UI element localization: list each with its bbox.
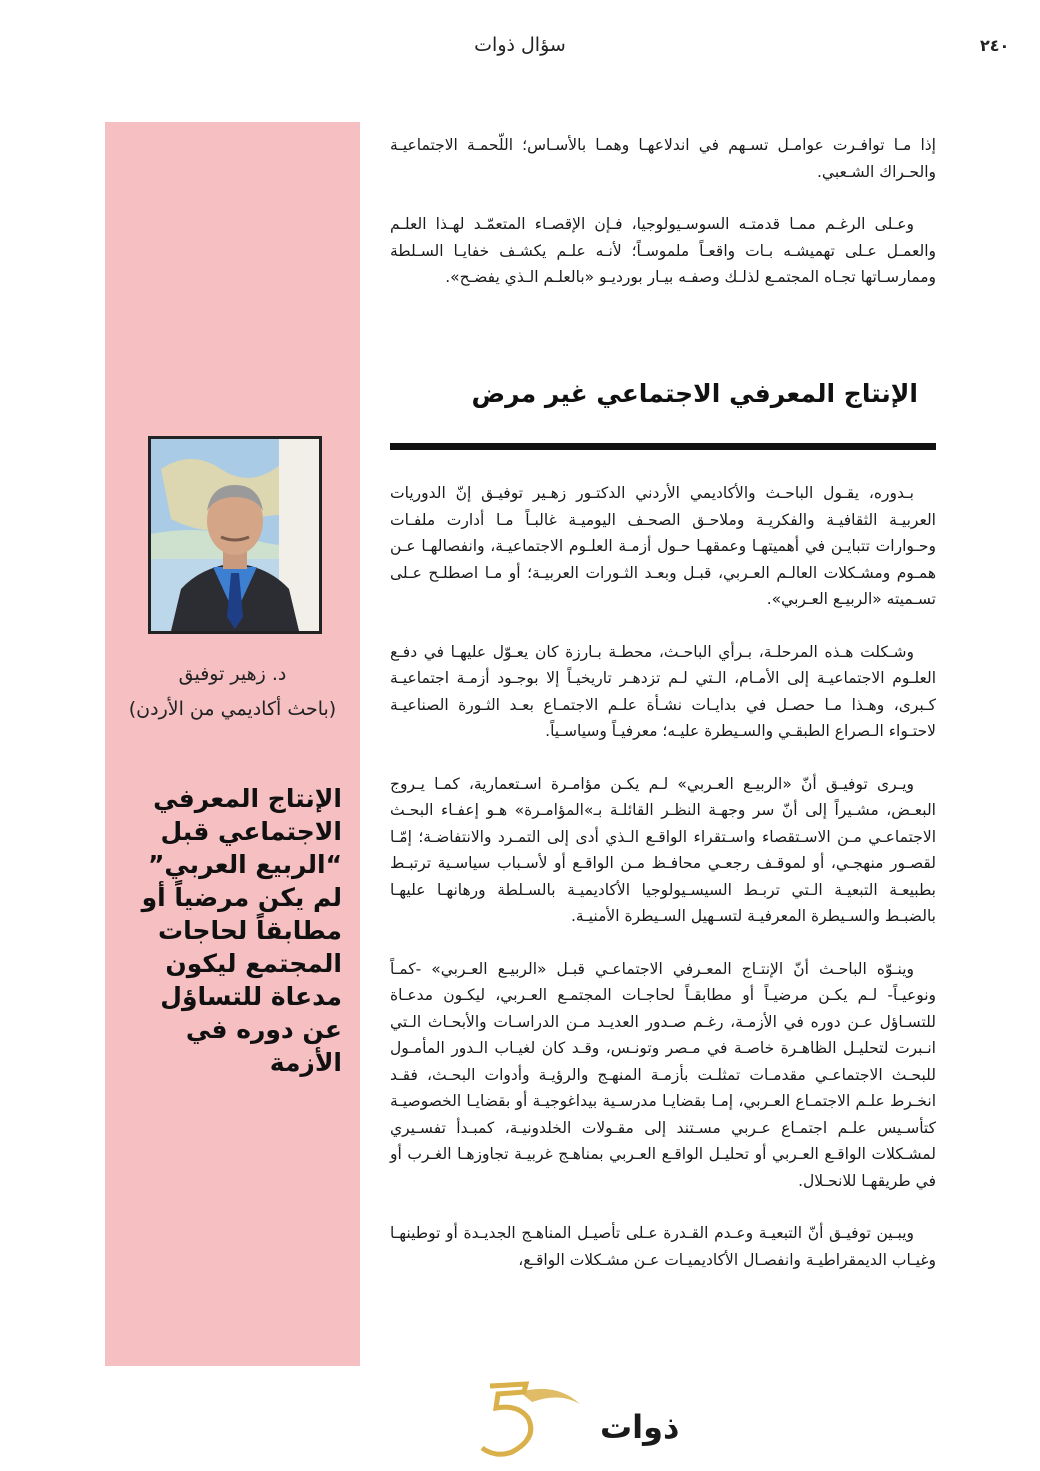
paragraph: إذا مـا توافـرت عوامـل تسـهم في اندلاعهـا وهمـا بالأسـاس؛ اللّحمـة الاجتماعيـة والحـراك الشـعبي.	[390, 136, 936, 181]
page-number: ٢٤٠	[980, 36, 1010, 55]
photo-caption	[105, 657, 360, 727]
portrait-image	[151, 439, 319, 631]
pull-quote: الإنتاج المعرفي الاجتماعي قبل “الربيع العربي” لم يكن مرضياً أو مطابقاً لحاجات المجتمع ليكون مدعاة للتساؤل عن دوره في الأزمة	[141, 784, 342, 1077]
logo-mark	[468, 1378, 680, 1458]
section-heading: الإنتاج المعرفي الاجتماعي غير مرض	[471, 378, 918, 408]
magazine-logo	[468, 1378, 680, 1458]
paragraph: ويـرى توفيـق أنّ «الربيـع العـربي» لـم يكـن مؤامـرة اسـتعمارية، كمـا يـروج البعـض، مشـيراً إلى أنّ سر وجهـة النظـر القائلـة بـ»المؤامـرة» هـو إعفـاء البحـث الاجتماعـي مـن الاسـتقصاء واسـتقراء الواقـع الـذي أدى إلى التمـرد والانتفاضـة؛ إمّـا لقصـور منهجـي، أو لموقـف رجعـي محافـظ مـن الواقـع أو لأسـباب سياسـية ترتبـط بطبيعـة التبعيـة الـتي تربـط السيسـيولوجيا الأكاديميـة بالسـلطة ورهانهـا عليهـا بالضبـط والسـيطرة المعرفيـة لتسـهيل السـيطرة الأمنيـة.	[390, 774, 936, 925]
author-photo	[148, 436, 322, 634]
paragraph: وعـلى الرغـم ممـا قدمتـه السوسـيولوجيا، فـإن الإقصـاء المتعمّـد لهـذا العلـم والعمـل عـلى تهميشـه بـات واقعـاً ملموسـاً؛ لأنـه علـم يكشـف خفايـا السـلطة وممارسـاتها تجـاه المجتمـع لذلـك وصفـه بيـار بورديـو «بالعلـم الـذي يفضـح».	[390, 215, 936, 286]
heading-divider	[390, 443, 936, 450]
paragraph: ويبـين توفيـق أنّ التبعيـة وعـدم القـدرة عـلى تأصيـل المناهـج الجديـدة أو توطينهـا وغيـاب الديمقراطيـة وانفصـال الأكاديميـات عـن مشـكلات الواقـع،	[390, 1224, 936, 1269]
paragraph: بـدوره، يقـول الباحـث والأكاديمي الأردني الدكتـور زهـير توفيـق إنّ الدوريات العربيـة الثقافيـة والفكريـة وملاحـق الصحـف اليوميـة غالبـاً مـا أدارت ملفـات وحـوارات تتبايـن في أهميتهـا وعمقهـا حـول أزمـة العلـوم الاجتماعيـة، وانفصالهـا عـن همـوم ومشـكلات العالـم العـربي، قبـل وبعـد الثـورات العربيـة؛ أو مـا اصطلـح عـلى تسـميته «الربيـع العـربي».	[390, 484, 936, 608]
caption-name: د. زهير توفيق	[178, 663, 287, 685]
header-title: سؤال ذوات	[474, 34, 566, 56]
sidebar-panel	[105, 122, 360, 1366]
main-column	[390, 132, 936, 1299]
paragraph: وشـكلت هـذه المرحلـة، بـرأي الباحـث، محطـة بـارزة كان يعـوّل عليهـا في دفـع العلـوم الاجتماعيـة إلى الأمـام، الـتي لـم تزدهـر تاريخيـاً إلا بوجـود أزمـة اجتماعيـة كـبرى، وهـذا مـا حصـل في بدايـات نشـأة علـم الاجتمـاع بعـد الثـورة الصناعيـة لاحتـواء الـصراع الطبقـي والسـيطرة عليـه؛ معرفيـاً وسياسـياً.	[390, 642, 936, 740]
paragraph: وينـوّه الباحـث أنّ الإنتـاج المعـرفي الاجتماعـي قبـل «الربيـع العـربي» -كمـاً ونوعيـاً- لـم يكـن مرضيـاً أو مطابقـاً لحاجـات المجتمـع العـربي، ليكـون مدعـاة للتسـاؤل عـن دوره في الأزمـة، رغـم صـدور العديـد مـن الدراسـات والأبحـاث الـتي انـبرت لتحليـل الظاهـرة خاصـة في مـصر وتونـس، وقـد كان لغيـاب الـدور المأمـول للبحـث الاجتماعـي مقدمـات تمثلـت بأزمـة المنهـج والرؤيـة وأدوات البحـث، فقـد انخـرط علـم الاجتمـاع العـربي، إمـا بقضايـا مدرسـية بيداغوجيـة أو بقضايـا الخصوصيـة كتأسـيس علـم اجتمـاع عـربي مسـتند إلى مقـولات الخلدونيـة، كمبـدأ تفسـيري لمشـكلات الواقـع العـربي أو تحليـل الواقـع العـربي بمناهـج غربيـة تجاوزهـا الغـرب أو في طريقهـا للانحـلال.	[390, 959, 936, 1190]
caption-role: (باحث أكاديمي من الأردن)	[128, 698, 337, 720]
logo-text: ذوات	[600, 1408, 680, 1446]
